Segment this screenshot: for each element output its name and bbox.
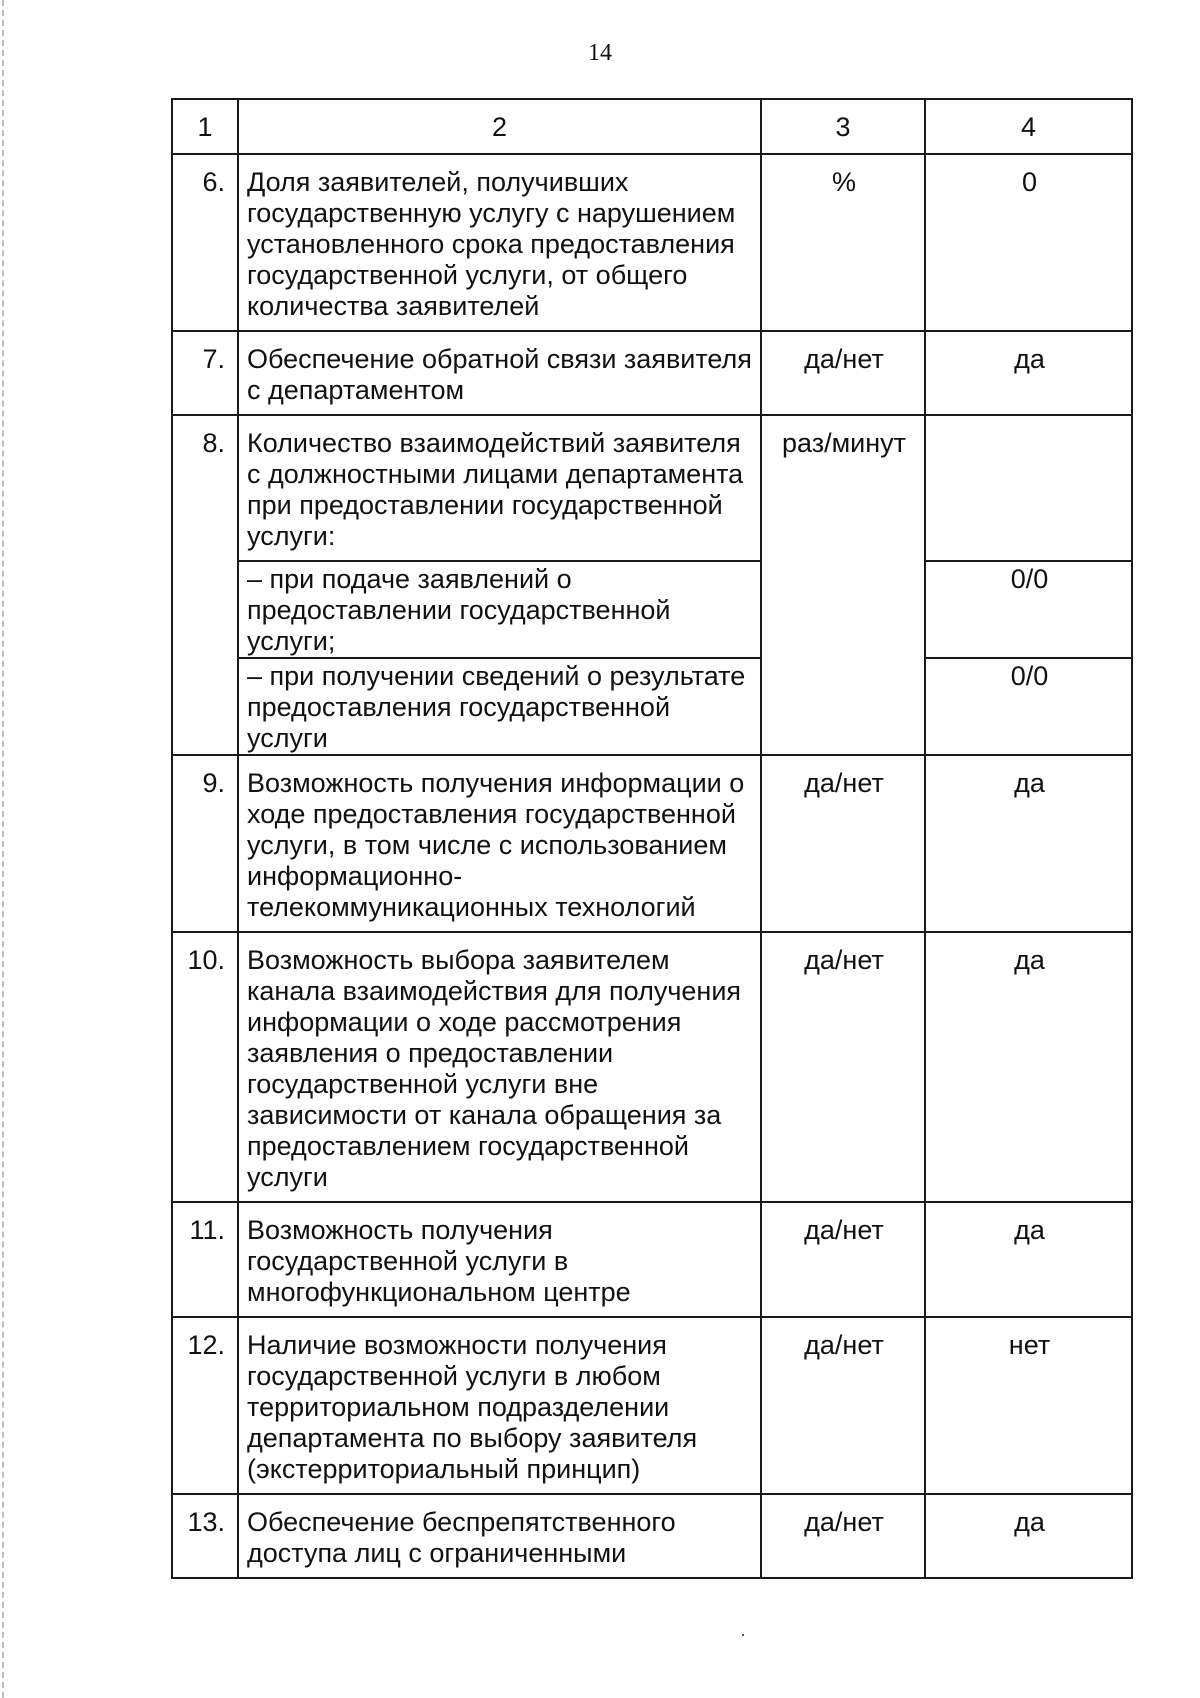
scan-edge-artifact [2,0,4,1698]
subrow-value: 0/0 [925,561,1132,658]
row-description: Количество взаимодействий заявителя с должностными лицами департамента при предоставлении государственной услуги: [238,415,761,561]
indicators-table [171,98,1133,1579]
row-unit: да/нет [761,1202,925,1317]
row-value: нет [925,1317,1132,1494]
row-value: да [925,1202,1132,1317]
row-description: Обеспечение обратной связи заявителя с департаментом [238,331,761,415]
table-subrow-8-2 [172,658,1132,755]
row-number: 7. [172,331,238,415]
row-description: Возможность получения информации о ходе предоставления государственной услуги, в том числе с использованием информационно-телекоммуникационных технологий [238,755,761,932]
header-cell-4: 4 [925,99,1132,154]
row-number: 12. [172,1317,238,1494]
row-unit: да/нет [761,932,925,1202]
row-unit: % [761,154,925,331]
row-unit: да/нет [761,1494,925,1578]
row-description: Возможность получения государственной услуги в многофункциональном центре [238,1202,761,1317]
row-value: да [925,331,1132,415]
page-number: 14 [588,40,612,66]
header-cell-2: 2 [238,99,761,154]
row-number: 6. [172,154,238,331]
row-value: да [925,1494,1132,1578]
row-value: да [925,932,1132,1202]
header-cell-3: 3 [761,99,925,154]
row-number: 11. [172,1202,238,1317]
table-row-12 [172,1317,1132,1494]
row-number: 10. [172,932,238,1202]
row-number: 13. [172,1494,238,1578]
table-subrow-8-1 [172,561,1132,658]
table-row-13 [172,1494,1132,1578]
row-unit: да/нет [761,755,925,932]
header-cell-1: 1 [172,99,238,154]
row-description: Обеспечение беспрепятственного доступа лиц с ограниченными [238,1494,761,1578]
table-row-9 [172,755,1132,932]
row-description: Доля заявителей, получивших государственную услугу с нарушением установленного срока предоставления государственной услуги, от общего количества заявителей [238,154,761,331]
subrow-value: 0/0 [925,658,1132,755]
row-description: Возможность выбора заявителем канала взаимодействия для получения информации о ходе рассмотрения заявления о предоставлении государственной услуги вне зависимости от канала обращения за предоставлением государственной услуги [238,932,761,1202]
scan-speck [742,1634,744,1636]
table-header-row [172,99,1132,154]
table-row-11 [172,1202,1132,1317]
subrow-description: – при подаче заявлений о предоставлении государственной услуги; [238,561,761,658]
row-description: Наличие возможности получения государственной услуги в любом территориальном подразделении департамента по выбору заявителя (экстерриториальный принцип) [238,1317,761,1494]
row-value: да [925,755,1132,932]
row-unit: да/нет [761,331,925,415]
row-number: 8. [172,415,238,755]
row-unit: да/нет [761,1317,925,1494]
table-row-6 [172,154,1132,331]
row-unit: раз/минут [761,415,925,755]
table-row-10 [172,932,1132,1202]
row-value [925,415,1132,561]
table-row-7 [172,331,1132,415]
subrow-description: – при получении сведений о результате предоставления государственной услуги [238,658,761,755]
row-number: 9. [172,755,238,932]
table-row-8 [172,415,1132,561]
row-value: 0 [925,154,1132,331]
